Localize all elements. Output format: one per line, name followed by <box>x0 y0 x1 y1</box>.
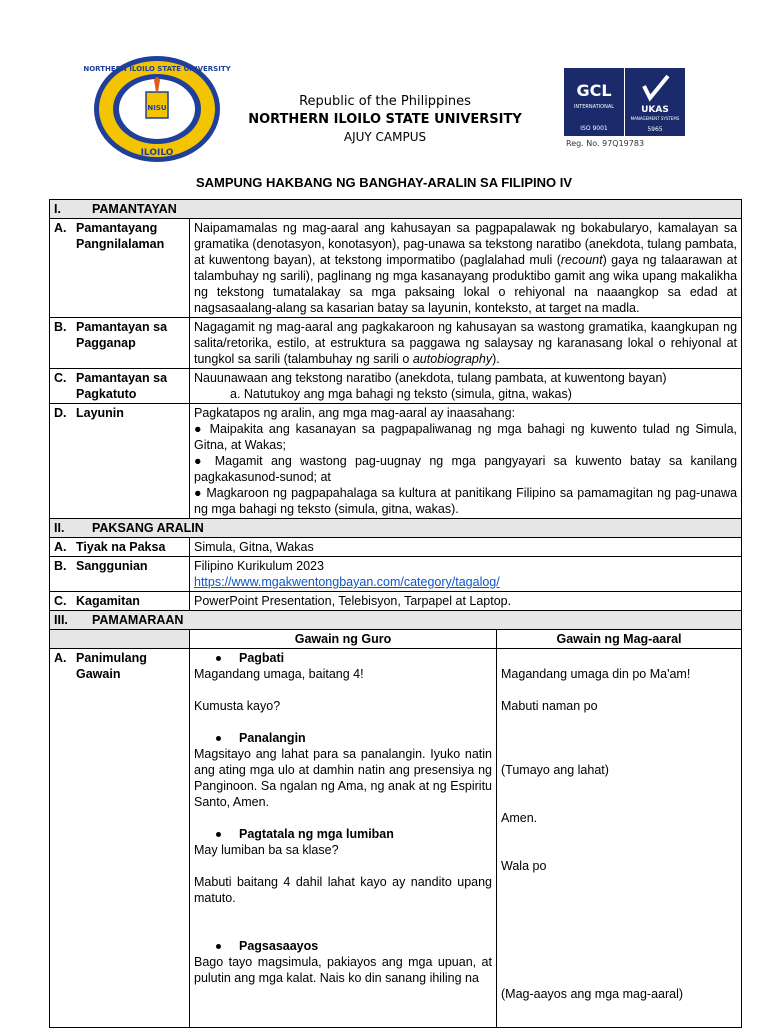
list-item: ● Maipakita ang kasanayan sa pagpapaliwanag ng mga bahagi ng kuwento tulad ng Simula, Gitna, at Wakas; <box>194 422 738 452</box>
reference-link[interactable]: https://www.mgakwentongbayan.com/category/tagalog/ <box>194 575 500 589</box>
section-row-paksang-aralin: II. PAKSANG ARALIN <box>50 519 742 538</box>
svg-text:MANAGEMENT SYSTEMS: MANAGEMENT SYSTEMS <box>630 116 680 121</box>
section-row-pamantayan: I. PAMANTAYAN <box>50 200 742 219</box>
svg-text:INTERNATIONAL: INTERNATIONAL <box>573 104 615 110</box>
svg-text:GCL: GCL <box>576 81 612 100</box>
row-tiyak-na-paksa: A. Tiyak na Paksa Simula, Gitna, Wakas <box>50 538 742 557</box>
lesson-plan-table <box>49 199 742 1028</box>
pagkatuto-text: Nauunawaan ang tekstong naratibo (anekdota, tulang pambata, at kuwentong bayan) a. Natutukoy ang mga bahagi ng teksto (simula, gitna, wakas) <box>190 369 742 404</box>
row-pamantayang-pangnilalaman: A. Pamantayang Pangnilalaman Naipamamalas ng mag-aaral ang kahusayan sa pagpapalawak ng bokabularyo, kamalayan sa gramatika (denotasyon, konotasyon), pag-unawa sa tekstong naratibo (anekdota, tulang pambata, at kuwentong bayan), at tekstong impormatibo (paglalahad muli (recount) gaya ng talaarawan at talambuhay ng sarili), paglinang ng mga kasanayang produktibo gamit ang wika upang makalikha ng tekstong tumatalakay sa mga paksaing lokal o rehiyonal na naaangkop sa edad at nagsasaalang-alang sa kasarian batay sa layunin, konteksto, at target na madla. <box>50 219 742 318</box>
university-name: NORTHERN ILOILO STATE UNIVERSITY <box>248 112 522 127</box>
bullet-icon <box>216 656 221 661</box>
republic-line: Republic of the Philippines <box>299 94 471 109</box>
section-title: PAKSANG ARALIN <box>92 521 204 535</box>
svg-text:5965: 5965 <box>647 126 663 133</box>
list-item: ● Magamit ang wastong pag-uugnay ng mga pangyayari sa kuwento batay sa kanilang pagkakasunod-sunod; at <box>194 454 738 484</box>
pangnilalaman-text: Naipamamalas ng mag-aaral ang kahusayan sa pagpapalawak ng bokabularyo, kamalayan sa gramatika (denotasyon, konotasyon), pag-unawa sa tekstong naratibo (anekdota, tulang pambata, at kuwentong bayan), at tekstong impormatibo (paglalahad muli (recount) gaya ng talaarawan at talambuhay ng sarili), paglinang ng mga kasanayang produktibo gamit ang wika upang makalikha ng tekstong tumatalakay sa mga paksaing lokal o rehiyonal na naaangkop sa edad at nagsasaalang-alang sa kasarian batay sa layunin, konteksto, at target na madla. <box>190 219 742 318</box>
svg-text:ISO 9001: ISO 9001 <box>580 125 608 132</box>
gcl-ukas-certification-logo <box>564 68 694 150</box>
pagsasaayos-heading: Pagsasaayos <box>216 938 492 954</box>
column-header-row <box>50 630 742 649</box>
col-header-mag-aaral: Gawain ng Mag-aaral <box>497 630 742 649</box>
document-header <box>0 0 768 160</box>
bullet-icon <box>216 736 221 741</box>
row-kagamitan: C. Kagamitan PowerPoint Presentation, Telebisyon, Tarpapel at Laptop. <box>50 592 742 611</box>
section-title: PAMAMARAAN <box>92 613 184 627</box>
pagganap-text: Nagagamit ng mag-aaral ang pagkakaroon ng kahusayan sa wastong gramatika, kaangkupan ng salita/retorika, estilo, at estruktura sa paggawa ng salaysay ng karanasang lokal o rehiyonal at tungkol sa sarili (talambuhay ng sarili o autobiography). <box>190 318 742 369</box>
svg-text:UKAS: UKAS <box>641 105 669 115</box>
row-pamantayan-pagkatuto: C. Pamantayan sa Pagkatuto Nauunawaan ang tekstong naratibo (anekdota, tulang pambata, at kuwentong bayan) a. Natutukoy ang mga bahagi ng teksto (simula, gitna, wakas) <box>50 369 742 404</box>
layunin-text: Pagkatapos ng aralin, ang mga mag-aaral ay inaasahang: ● Maipakita ang kasanayan sa pagpapaliwanag ng mga bahagi ng kuwento tulad ng Simula, Gitna, at Wakas; ● Magamit ang wastong pag-uugnay ng mga pangyayari sa kuwento batay sa kanilang pagkakasunod-sunod; at ● Magkaroon ng pagpapahalaga sa kultura at panitikang Filipino sa pamamagitan ng pag-unawa ng mga bahagi ng teksto (simula, gitna, wakas). <box>190 404 742 519</box>
pagbati-heading: Pagbati <box>216 650 492 666</box>
row-sanggunian: B. Sanggunian Filipino Kurikulum 2023 https://www.mgakwentongbayan.com/category/tagalog/ <box>50 557 742 592</box>
university-seal-logo <box>83 54 231 164</box>
bullet-icon <box>216 944 221 949</box>
svg-text:ILOILO: ILOILO <box>140 148 174 158</box>
row-layunin: D. Layunin Pagkatapos ng aralin, ang mga mag-aaral ay inaasahang: ● Maipakita ang kasanayan sa pagpapaliwanag ng mga bahagi ng kuwento tulad ng Simula, Gitna, at Wakas; ● Magamit ang wastong pag-uugnay ng mga pangyayari sa kuwento batay sa kanilang pagkakasunod-sunod; at ● Magkaroon ng pagpapahalaga sa kultura at panitikang Filipino sa pamamagitan ng pag-unawa ng mga bahagi ng teksto (simula, gitna, wakas). <box>50 404 742 519</box>
svg-text:NORTHERN ILOILO STATE UNIVERSI: NORTHERN ILOILO STATE UNIVERSITY <box>83 65 231 73</box>
svg-text:Reg. No. 97Q19783: Reg. No. 97Q19783 <box>566 139 645 148</box>
col-header-guro: Gawain ng Guro <box>190 630 497 649</box>
mag-aaral-column: Magandang umaga din po Ma'am! Mabuti naman po (Tumayo ang lahat) Amen. Wala po (Mag-aayos ang mga mag-aaral) <box>497 649 742 1028</box>
row-panimulang-gawain: A. Panimulang Gawain Pagbati Magandang umaga, baitang 4! Kumusta kayo? Panalangin Magsitayo ang lahat para sa panalangin. Iyuko natin ang ating mga ulo at damhin natin ang presensiya ng Panginoon. Sa ngalan ng Ama, ng anak at ng Espiritu Santo, Amen. Pagtatala ng mga lumiban May lumiban ba sa klase? Mabuti baitang 4 dahil lahat kayo ay nandito upang matuto. Pagsasaayos Bago tayo magsimula, pakiayos ang mga upuan, at pulutin ang mga kalat. Nais ko din sanang ihiling na Magandang umaga din po Ma'am! Mabuti naman po (Tumayo ang lahat) Amen. Wala po (Mag-aayos ang mga mag-aaral) <box>50 649 742 1028</box>
guro-column: Pagbati Magandang umaga, baitang 4! Kumusta kayo? Panalangin Magsitayo ang lahat para sa panalangin. Iyuko natin ang ating mga ulo at damhin natin ang presensiya ng Panginoon. Sa ngalan ng Ama, ng anak at ng Espiritu Santo, Amen. Pagtatala ng mga lumiban May lumiban ba sa klase? Mabuti baitang 4 dahil lahat kayo ay nandito upang matuto. Pagsasaayos Bago tayo magsimula, pakiayos ang mga upuan, at pulutin ang mga kalat. Nais ko din sanang ihiling na <box>190 649 497 1028</box>
list-item: ● Magkaroon ng pagpapahalaga sa kultura at panitikang Filipino sa pamamagitan ng pag-unawa ng mga bahagi ng teksto (simula, gitna, wakas). <box>194 486 738 516</box>
section-row-pamamaraan: III. PAMAMARAAN <box>50 611 742 630</box>
document-title: SAMPUNG HAKBANG NG BANGHAY-ARALIN SA FILIPINO IV <box>195 175 573 190</box>
section-title: PAMANTAYAN <box>92 202 177 216</box>
panalangin-heading: Panalangin <box>216 730 492 746</box>
campus-name: AJUY CAMPUS <box>343 130 427 144</box>
row-pamantayan-pagganap: B. Pamantayan sa Pagganap Nagagamit ng mag-aaral ang pagkakaroon ng kahusayan sa wastong gramatika, kaangkupan ng salita/retorika, estilo, at estruktura sa paggawa ng salaysay ng karanasang lokal o rehiyonal at tungkol sa sarili (talambuhay ng sarili o autobiography). <box>50 318 742 369</box>
bullet-icon <box>216 832 221 837</box>
svg-text:NISU: NISU <box>147 104 167 112</box>
pagtatala-heading: Pagtatala ng mga lumiban <box>216 826 492 842</box>
